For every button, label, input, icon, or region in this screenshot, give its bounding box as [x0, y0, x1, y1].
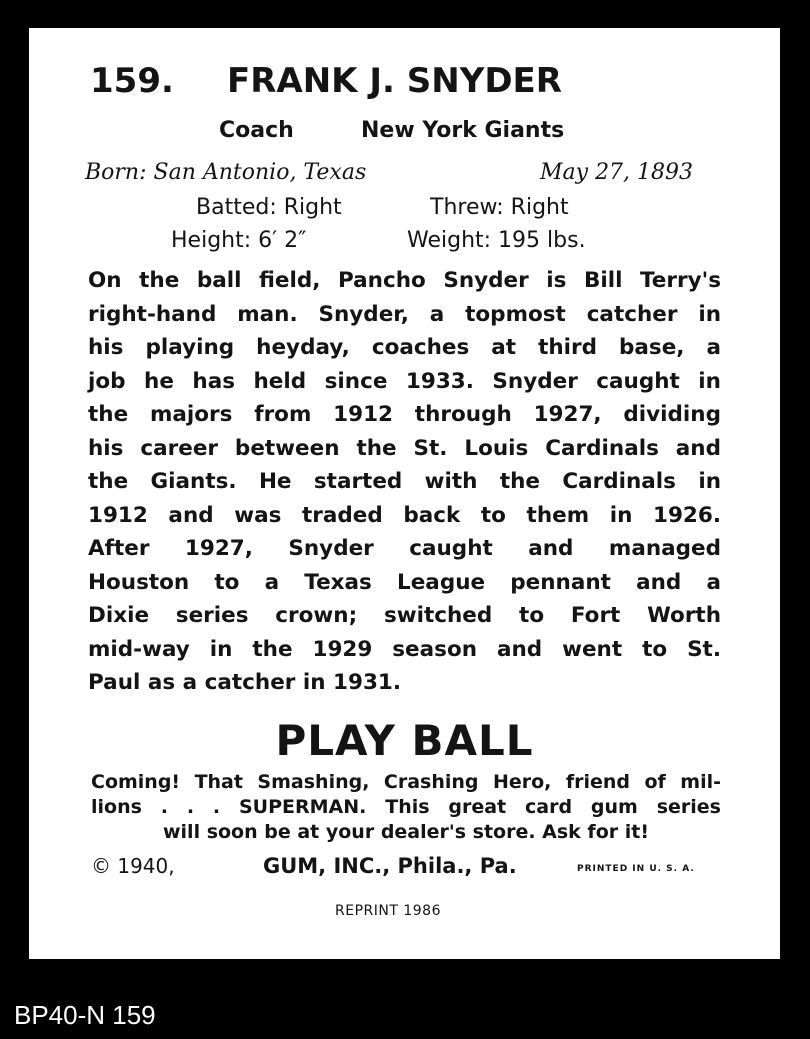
bio-line: the majors from 1912 through 1927, dividing [88, 402, 721, 427]
biography [88, 264, 721, 700]
height: Height: 6′ 2″ [171, 228, 307, 253]
batted: Batted: Right [196, 195, 342, 220]
card-number: 159. [90, 61, 174, 101]
printed-in-usa: PRINTED IN U. S. A. [577, 864, 695, 874]
bio-line: After 1927, Snyder caught and managed [88, 536, 721, 561]
catalog-caption: BP40-N 159 [14, 1000, 156, 1030]
promo-text [91, 770, 721, 845]
bio-line: mid-way in the 1929 season and went to St. [88, 636, 721, 662]
weight: Weight: 195 lbs. [407, 228, 586, 253]
bio-line: On the ball field, Pancho Snyder is Bill Terry's [88, 268, 721, 293]
bio-line: the Giants. He started with the Cardinals in [88, 469, 721, 494]
player-position: Coach [219, 118, 294, 143]
promo-line: Coming! That Smashing, Crashing Hero, friend of mil- [91, 771, 721, 793]
bio-line: Dixie series crown; switched to Fort Worth [88, 603, 721, 628]
bio-line: Paul as a catcher in 1931. [88, 670, 402, 695]
threw: Threw: Right [430, 195, 569, 220]
headline: PLAY BALL [275, 716, 534, 765]
birth-date: May 27, 1893 [540, 160, 694, 185]
copyright: © 1940, [91, 854, 175, 878]
bio-line: his playing heyday, coaches at third base, a [88, 335, 721, 360]
birthplace: Born: San Antonio, Texas [85, 160, 367, 185]
promo-line: will soon be at your dealer's store. Ask for it! [162, 821, 649, 843]
bio-line: Houston to a Texas League pennant and a [88, 569, 721, 595]
publisher: GUM, INC., Phila., Pa. [263, 854, 517, 878]
player-team: New York Giants [361, 118, 565, 143]
bio-line: 1912 and was traded back to them in 1926. [88, 502, 721, 528]
player-name: FRANK J. SNYDER [227, 61, 562, 101]
bio-line: right-hand man. Snyder, a topmost catcher in [88, 301, 721, 327]
card-back [29, 28, 780, 959]
bio-line: job he has held since 1933. Snyder caught in [88, 368, 721, 394]
promo-line: lions . . . SUPERMAN. This great card gum series [91, 796, 721, 818]
reprint-note: REPRINT 1986 [335, 903, 441, 919]
bio-line: his career between the St. Louis Cardinals and [88, 435, 721, 461]
